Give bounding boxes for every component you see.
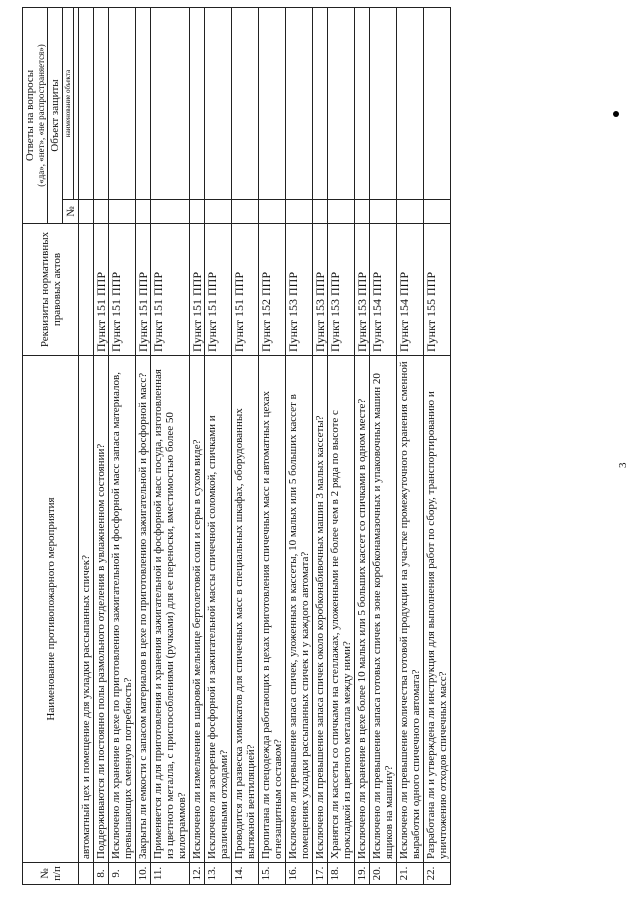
cell-object-num <box>151 200 190 224</box>
cell-ref <box>79 224 94 356</box>
header-object: Объект защиты <box>48 7 63 223</box>
table-body <box>79 7 451 884</box>
cell-ref: Пункт 153 ППР <box>313 224 328 356</box>
cell-ref: Пункт 151 ППР <box>109 224 136 356</box>
cell-num: 14. <box>232 863 259 885</box>
cell-object-name <box>232 7 259 199</box>
table-row <box>313 7 328 884</box>
cell-object-name <box>397 7 424 199</box>
cell-object-name <box>286 7 313 199</box>
cell-ref: Пункт 153 ППР <box>286 224 313 356</box>
cell-text: Исключено ли хранение в цехе по приготовлению зажигательной и фосфорной масс запаса материалов, превышающих сменную потребность? <box>109 356 136 863</box>
cell-object-name <box>355 7 370 199</box>
cell-object-num <box>136 200 151 224</box>
cell-object-name <box>190 7 205 199</box>
table-row <box>109 7 136 884</box>
cell-object-num <box>370 200 397 224</box>
cell-object-num <box>205 200 232 224</box>
table-row <box>151 7 190 884</box>
header-ref: Реквизиты нормативных правовых актов <box>23 224 79 356</box>
table-row <box>286 7 313 884</box>
header-answers-title: Ответы на вопросы <box>24 69 36 162</box>
cell-object-name <box>94 7 109 199</box>
cell-text: Исключено ли измельчение в шаровой мельнице бертолетовой соли и серы в сухом виде? <box>190 356 205 863</box>
cell-text: Исключено ли превышение запаса спичек около коробконабивочных машин 3 малых кассеты? <box>313 356 328 863</box>
cell-object-num <box>109 200 136 224</box>
cell-object-name <box>151 7 190 199</box>
cell-object-num <box>313 200 328 224</box>
cell-text: автоматный цех и помещение для укладки рассыпанных спичек? <box>79 356 94 863</box>
cell-object-num <box>232 200 259 224</box>
cell-text: Поддерживаются ли постоянно полы размольного отделения в увлажненном состоянии? <box>94 356 109 863</box>
cell-object-name <box>205 7 232 199</box>
cell-num: 20. <box>370 863 397 885</box>
cell-object-name <box>109 7 136 199</box>
cell-num: 17. <box>313 863 328 885</box>
cell-object-name <box>328 7 355 199</box>
cell-ref: Пункт 153 ППР <box>328 224 355 356</box>
cell-num: 21. <box>397 863 424 885</box>
table-row <box>205 7 232 884</box>
cell-object-num <box>424 200 451 224</box>
header-answers-sub: («да», «нет», «не распространяется») <box>36 44 46 187</box>
table-row <box>397 7 424 884</box>
cell-ref: Пункт 151 ППР <box>94 224 109 356</box>
header-answers <box>23 7 48 223</box>
cell-ref: Пункт 151 ППР <box>136 224 151 356</box>
cell-num: 9. <box>109 863 136 885</box>
cell-object-num <box>190 200 205 224</box>
page-number: 3 <box>617 462 629 468</box>
table-row <box>424 7 451 884</box>
fire-safety-checklist-table <box>22 7 451 885</box>
cell-object-num <box>79 200 94 224</box>
cell-object-name <box>424 7 451 199</box>
cell-ref: Пункт 154 ППР <box>397 224 424 356</box>
cell-text: Закрыты ли емкости с запасом материалов в цехе по приготовлению зажигательной и фосфорной масс? <box>136 356 151 863</box>
cell-text: Исключено ли превышение запаса спичек, уложенных в кассеты, 10 малых или 5 больших кассет в помещениях укладки рассыпанных спичек и у каждого автомата? <box>286 356 313 863</box>
cell-text: Исключено ли превышение количества готовой продукции на участке промежуточного хранения сменной выработки одного спичечного автомата? <box>397 356 424 863</box>
cell-num: 18. <box>328 863 355 885</box>
cell-num: 13. <box>205 863 232 885</box>
cell-ref: Пункт 151 ППР <box>190 224 205 356</box>
table-row <box>190 7 205 884</box>
table-row-continuation <box>79 7 94 884</box>
header-object-name: наименование объекта <box>63 7 74 199</box>
cell-ref: Пункт 152 ППР <box>259 224 286 356</box>
cell-num: 12. <box>190 863 205 885</box>
cell-object-num <box>286 200 313 224</box>
cell-ref: Пункт 153 ППР <box>355 224 370 356</box>
table-row <box>136 7 151 884</box>
cell-num: 15. <box>259 863 286 885</box>
cell-num: 10. <box>136 863 151 885</box>
table-row <box>328 7 355 884</box>
cell-ref: Пункт 151 ППР <box>232 224 259 356</box>
cell-object-name <box>370 7 397 199</box>
header-object-num: № <box>63 200 79 224</box>
table-row <box>232 7 259 884</box>
cell-num: 22. <box>424 863 451 885</box>
cell-text: Проводится ли развеска химикатов для спичечных масс в специальных шкафах, оборудованных вытяжной вентиляцией? <box>232 356 259 863</box>
cell-object-num <box>355 200 370 224</box>
cell-object-num <box>259 200 286 224</box>
ink-dot <box>613 111 619 117</box>
cell-num: 11. <box>151 863 190 885</box>
cell-text: Исключено ли превышение запаса готовых спичек в зоне коробконамазочных и упаковочных машин 20 ящиков на машину? <box>370 356 397 863</box>
table-row <box>355 7 370 884</box>
table-row <box>370 7 397 884</box>
cell-ref: Пункт 151 ППР <box>205 224 232 356</box>
table-row <box>259 7 286 884</box>
cell-text: Исключено ли хранение в цехе более 10 малых или 5 больших кассет со спичками в одном месте? <box>355 356 370 863</box>
cell-object-name <box>313 7 328 199</box>
cell-ref: Пункт 155 ППР <box>424 224 451 356</box>
cell-object-name <box>259 7 286 199</box>
cell-object-num <box>397 200 424 224</box>
cell-object-name <box>136 7 151 199</box>
cell-text: Исключено ли засорение фосфорной и зажигательной массы спичечной соломкой, спичками и различными отходами? <box>205 356 232 863</box>
cell-num <box>79 863 94 885</box>
cell-text: Хранятся ли кассеты со спичками на стеллажах, уложенными не более чем в 2 ряда по высоте с прокладкой из цветного металла между ними? <box>328 356 355 863</box>
header-name: Наименование противопожарного мероприятия <box>23 356 79 863</box>
cell-ref: Пункт 154 ППР <box>370 224 397 356</box>
cell-num: 16. <box>286 863 313 885</box>
header-num: № п/п <box>23 863 79 885</box>
cell-text: Пропитана ли спецодежда работающих в цехах приготовления спичечных масс и автоматных цехах огнезащитным составом? <box>259 356 286 863</box>
table-row <box>94 7 109 884</box>
cell-object-name <box>79 7 94 199</box>
cell-text: Разработана ли и утверждена ли инструкция для выполнения работ по сбору, транспортированию и уничтожению отходов спичечных масс? <box>424 356 451 863</box>
cell-text: Применяется ли для приготовления и хранения зажигательной и фосфорной масс посуда, изготовленная из цветного металла, с приспособлениями (ручками) для ее переноски, вместимостью более 50 килограммов? <box>151 356 190 863</box>
cell-object-num <box>94 200 109 224</box>
cell-num: 8. <box>94 863 109 885</box>
cell-ref: Пункт 151 ППР <box>151 224 190 356</box>
cell-object-num <box>328 200 355 224</box>
cell-num: 19. <box>355 863 370 885</box>
